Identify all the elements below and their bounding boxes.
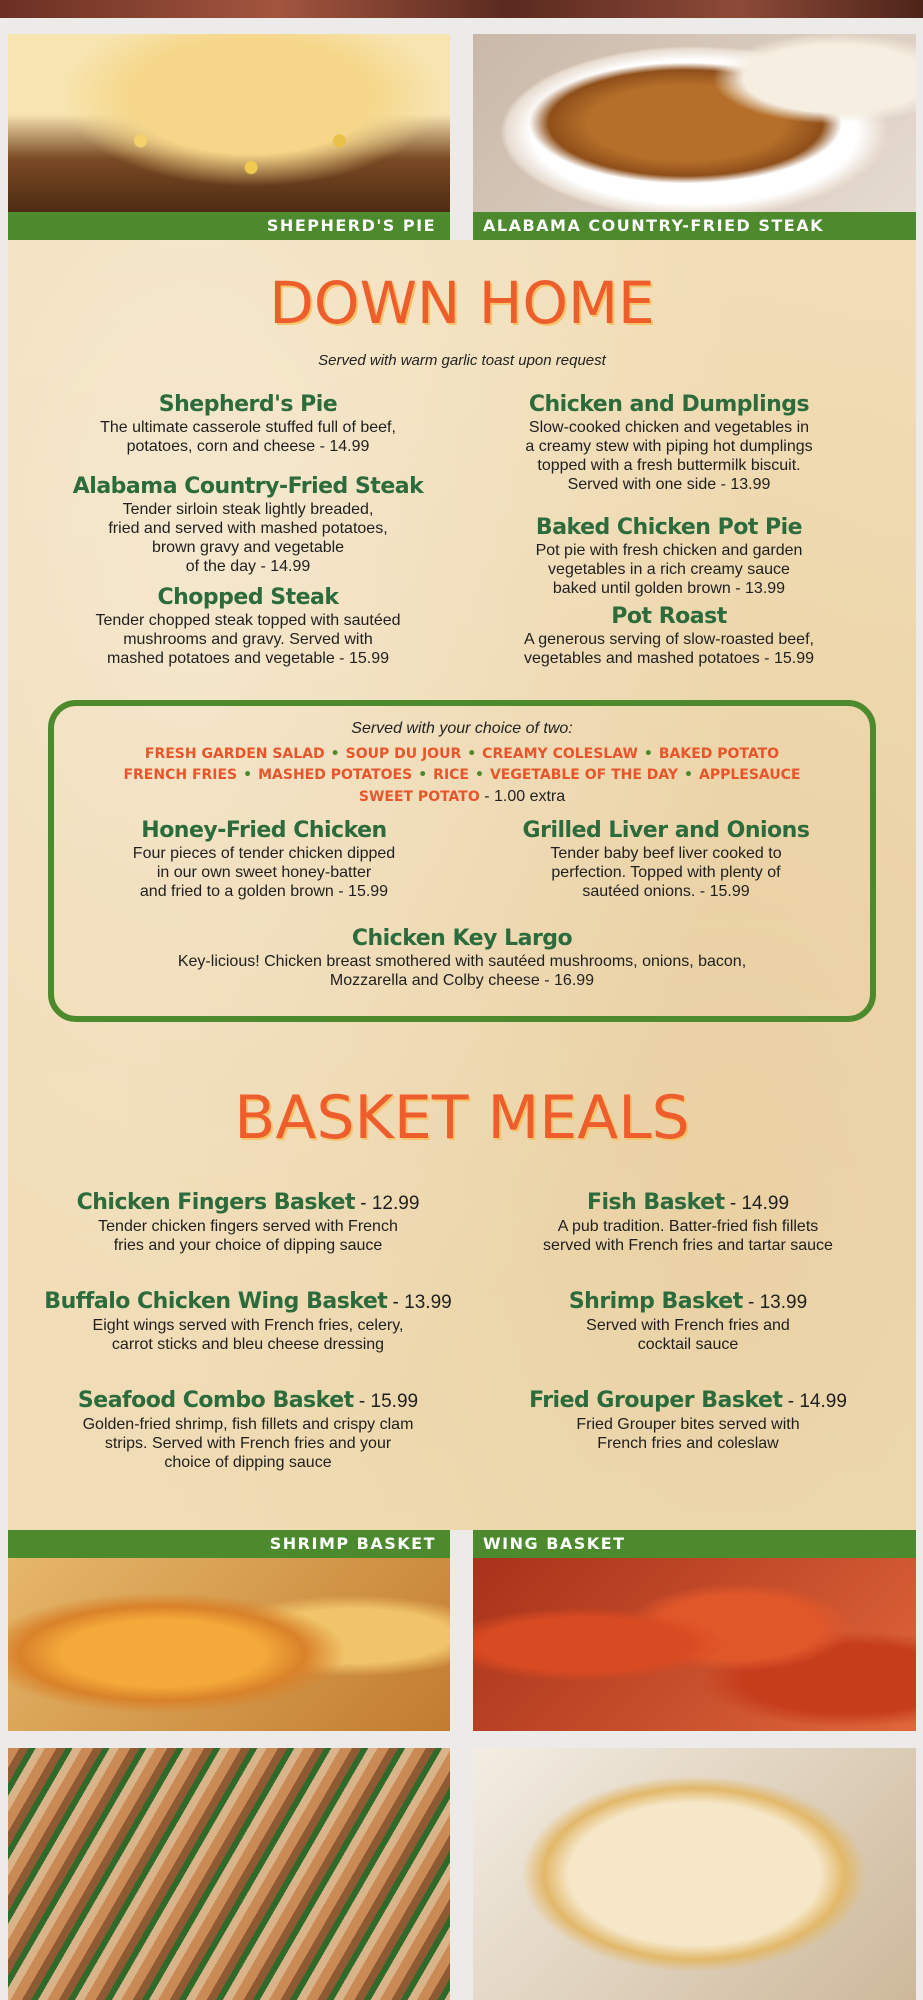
item-description: Eight wings served with French fries, celery, carrot sticks and bleu cheese dressing <box>92 1317 404 1353</box>
menu-item-shrimp-basket <box>478 1289 898 1354</box>
caption-shrimp-basket: SHRIMP BASKET <box>8 1530 450 1558</box>
item-name: Honey-Fried Chicken <box>141 818 387 843</box>
shepherds-pie-photo <box>8 34 450 212</box>
fajita-photo <box>8 1748 450 2000</box>
item-name: Grilled Liver and Onions <box>522 818 810 843</box>
bullet: • <box>643 746 653 762</box>
menu-item-chicken-dumplings <box>469 392 869 494</box>
bullet: • <box>330 746 340 762</box>
side-option: CREAMY COLESLAW <box>482 746 638 762</box>
side-option: FRENCH FRIES <box>123 767 238 783</box>
menu-item-honey-fried-chicken <box>84 818 444 901</box>
item-description: A generous serving of slow-roasted beef, vegetables and mashed potatoes - 15.99 <box>524 631 814 667</box>
menu-item-fried-grouper-basket <box>478 1388 898 1453</box>
side-option: VEGETABLE OF THE DAY <box>489 767 679 783</box>
item-description: Slow-cooked chicken and vegetables in a creamy stew with piping hot dumplings topped with a fresh buttermilk biscuit. Served with one side - 13.99 <box>525 419 813 493</box>
item-description: Fried Grouper bites served with French fries and coleslaw <box>576 1416 800 1452</box>
menu-item-pot-roast <box>469 604 869 668</box>
bullet: • <box>684 767 693 783</box>
side-option: BAKED POTATO <box>658 746 780 762</box>
item-name: Chicken and Dumplings <box>528 392 810 417</box>
previous-page-strip <box>0 0 923 18</box>
wing-basket-photo <box>473 1558 916 1731</box>
side-option: MASHED POTATOES <box>258 767 413 783</box>
choice-note: Served with your choice of two: <box>351 720 573 737</box>
item-description: A pub tradition. Batter-fried fish fillets served with French fries and tartar sauce <box>543 1218 833 1254</box>
item-description: Served with French fries and cocktail sauce <box>586 1317 790 1353</box>
item-price: - 13.99 <box>387 1292 452 1313</box>
section-title-down-home: DOWN HOME <box>269 269 655 337</box>
menu-item-fish-basket <box>478 1190 898 1255</box>
item-description: Pot pie with fresh chicken and garden vegetables in a rich creamy sauce baked until golden brown - 13.99 <box>535 542 803 597</box>
item-description: Golden-fried shrimp, fish fillets and crispy clam strips. Served with French fries and your choice of dipping sauce <box>82 1416 414 1471</box>
item-description: Tender chicken fingers served with French fries and your choice of dipping sauce <box>98 1218 398 1254</box>
sweet-potato-extra-price: - 1.00 extra <box>479 788 566 805</box>
menu-item-country-fried-steak <box>48 474 448 576</box>
item-name: Chopped Steak <box>157 585 339 610</box>
side-option: FRESH GARDEN SALAD <box>144 746 325 762</box>
caption-country-steak: ALABAMA COUNTRY-FRIED STEAK <box>473 212 916 240</box>
sides-line-3 <box>54 786 870 808</box>
side-option-sweet-potato: SWEET POTATO <box>358 789 480 805</box>
side-option: SOUP DU JOUR <box>345 746 462 762</box>
item-name: Shrimp Basket <box>568 1289 743 1314</box>
choice-of-two-box <box>48 700 876 1022</box>
item-name: Shepherd's Pie <box>158 392 338 417</box>
section-title-basket-meals: BASKET MEALS <box>234 1083 690 1153</box>
item-name: Baked Chicken Pot Pie <box>535 515 803 540</box>
item-name: Chicken Fingers Basket <box>76 1190 355 1215</box>
item-price: - 15.99 <box>353 1391 419 1412</box>
side-option: RICE <box>433 767 469 783</box>
item-name: Fish Basket <box>586 1190 725 1215</box>
item-price: - 13.99 <box>742 1292 808 1313</box>
country-fried-steak-photo <box>473 34 916 212</box>
item-name: Fried Grouper Basket <box>529 1388 783 1413</box>
item-name: Seafood Combo Basket <box>77 1388 354 1413</box>
item-price: - 14.99 <box>782 1391 847 1412</box>
bullet: • <box>418 767 428 783</box>
photo-divider <box>450 1530 473 1731</box>
item-description: Key-licious! Chicken breast smothered with sautéed mushrooms, onions, bacon, Mozzarella and Colby cheese - 16.99 <box>177 953 747 989</box>
caption-shepherds-pie: SHEPHERD'S PIE <box>8 212 450 240</box>
menu-item-buffalo-wing-basket <box>28 1289 468 1354</box>
menu-item-seafood-combo-basket <box>38 1388 458 1472</box>
bullet: • <box>467 746 477 762</box>
menu-item-chicken-key-largo <box>54 926 870 990</box>
sides-line-1 <box>54 744 870 765</box>
side-option: APPLESAUCE <box>698 767 801 783</box>
garlic-toast-note: Served with warm garlic toast upon request <box>318 352 606 369</box>
item-description: Tender sirloin steak lightly breaded, fried and served with mashed potatoes, brown gravy and vegetable of the day - 14.99 <box>108 501 388 575</box>
menu-item-liver-onions <box>486 818 846 901</box>
item-description: Tender chopped steak topped with sautéed mushrooms and gravy. Served with mashed potatoes and vegetable - 15.99 <box>95 612 401 667</box>
item-description: Four pieces of tender chicken dipped in our own sweet honey-batter and fried to a golden brown - 15.99 <box>132 845 396 900</box>
menu-item-shepherds-pie <box>48 392 448 456</box>
menu-item-chicken-fingers-basket <box>38 1190 458 1255</box>
bullet: • <box>475 767 484 783</box>
item-price: - 14.99 <box>724 1193 790 1214</box>
caption-wing-basket: WING BASKET <box>473 1530 916 1558</box>
menu-item-chopped-steak <box>48 585 448 668</box>
item-name: Chicken Key Largo <box>351 926 573 951</box>
item-description: Tender baby beef liver cooked to perfection. Topped with plenty of sautéed onions. - 15.99 <box>550 845 782 900</box>
item-description: The ultimate casserole stuffed full of beef, potatoes, corn and cheese - 14.99 <box>100 419 396 455</box>
menu-page <box>8 34 916 1731</box>
item-name: Pot Roast <box>611 604 727 629</box>
sides-line-2 <box>54 765 870 786</box>
photo-divider <box>450 34 473 240</box>
item-price: - 12.99 <box>354 1193 420 1214</box>
quesadilla-photo <box>473 1748 916 2000</box>
bullet: • <box>243 767 253 783</box>
shrimp-basket-photo <box>8 1558 450 1731</box>
menu-item-chicken-pot-pie <box>469 515 869 598</box>
item-name: Alabama Country-Fried Steak <box>72 474 424 499</box>
item-name: Buffalo Chicken Wing Basket <box>44 1289 388 1314</box>
